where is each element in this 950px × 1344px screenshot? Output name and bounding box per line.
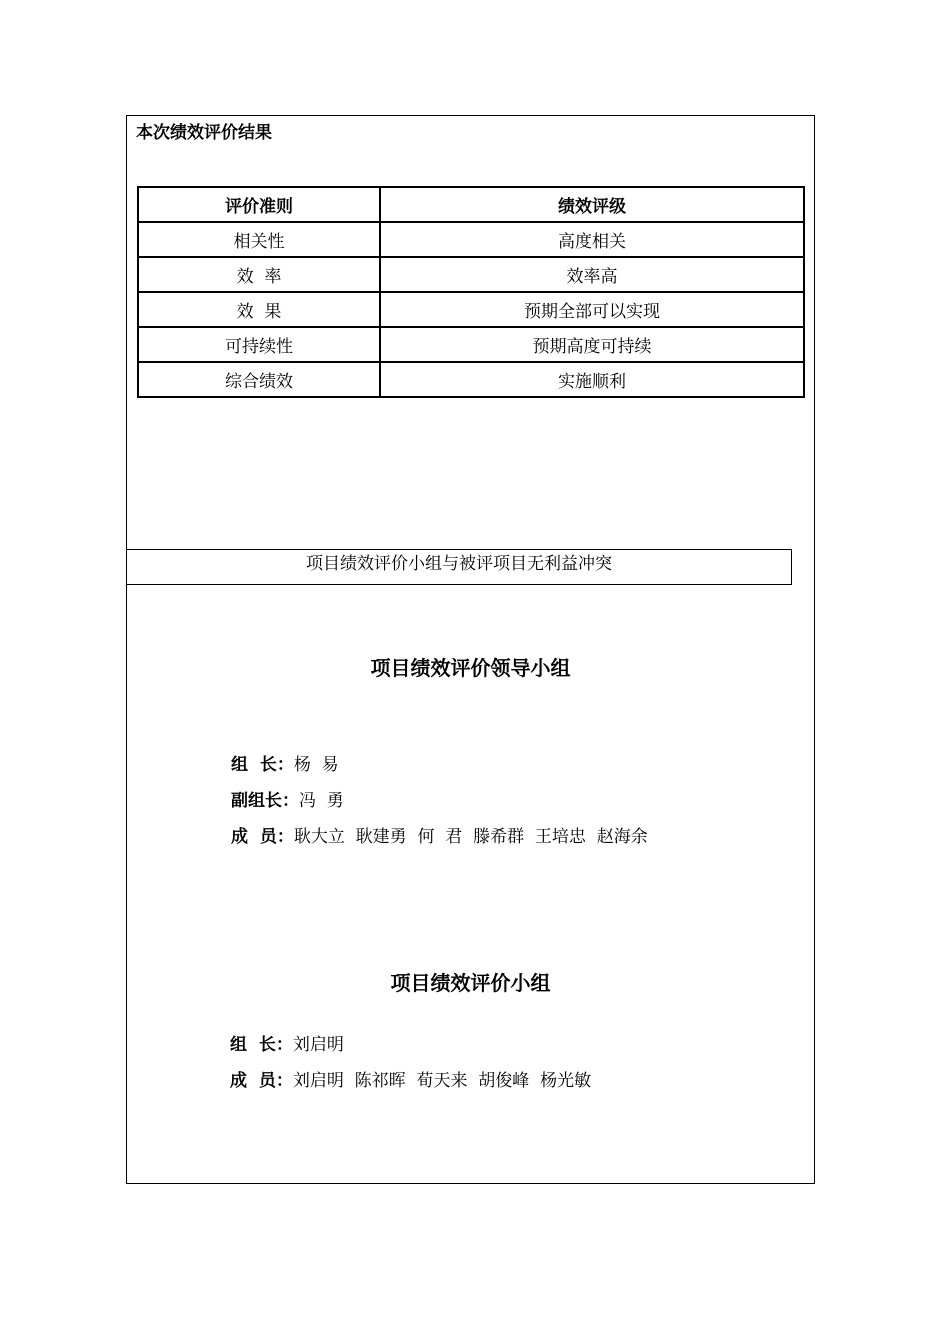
- criteria-cell: 可持续性: [138, 327, 380, 362]
- leader-name: 杨 易: [293, 755, 339, 775]
- table-header-row: [138, 187, 804, 222]
- rating-cell: 预期高度可持续: [380, 327, 804, 362]
- table-row: [138, 362, 804, 397]
- table-row: [138, 292, 804, 327]
- members-label: 成 员：: [231, 827, 294, 847]
- evaluation-members-line: [230, 1066, 591, 1091]
- table-row: [138, 257, 804, 292]
- criteria-cell: 相关性: [138, 222, 380, 257]
- rating-cell: 实施顺利: [380, 362, 804, 397]
- criteria-cell: 综合绩效: [138, 362, 380, 397]
- leadership-members-line: [231, 822, 648, 847]
- conflict-statement: 项目绩效评价小组与被评项目无利益冲突: [126, 549, 792, 585]
- deputy-label: 副组长：: [231, 791, 299, 811]
- table-row: [138, 327, 804, 362]
- column-header-rating: 绩效评级: [380, 187, 804, 222]
- members-names: 刘启明 陈祁晖 荀天来 胡俊峰 杨光敏: [292, 1071, 592, 1091]
- column-header-criteria: 评价准则: [138, 187, 380, 222]
- evaluation-table: [137, 186, 805, 398]
- rating-cell: 预期全部可以实现: [380, 292, 804, 327]
- result-heading: 本次绩效评价结果: [136, 123, 272, 143]
- leadership-group-title: 项目绩效评价领导小组: [370, 656, 571, 680]
- leader-label: 组 长：: [231, 755, 294, 775]
- evaluation-group-title: 项目绩效评价小组: [390, 971, 551, 995]
- criteria-cell: 效 果: [138, 292, 380, 327]
- rating-cell: 效率高: [380, 257, 804, 292]
- leader-name: 刘启明: [292, 1035, 344, 1055]
- evaluation-leader-line: [230, 1030, 344, 1055]
- leader-label: 组 长：: [230, 1035, 293, 1055]
- members-names: 耿大立 耿建勇 何 君 滕希群 王培忠 赵海余: [293, 827, 648, 847]
- rating-cell: 高度相关: [380, 222, 804, 257]
- criteria-cell: 效 率: [138, 257, 380, 292]
- leadership-deputy-line: [231, 786, 344, 811]
- table-row: [138, 222, 804, 257]
- leadership-leader-line: [231, 750, 339, 775]
- members-label: 成 员：: [230, 1071, 293, 1091]
- deputy-name: 冯 勇: [299, 791, 344, 811]
